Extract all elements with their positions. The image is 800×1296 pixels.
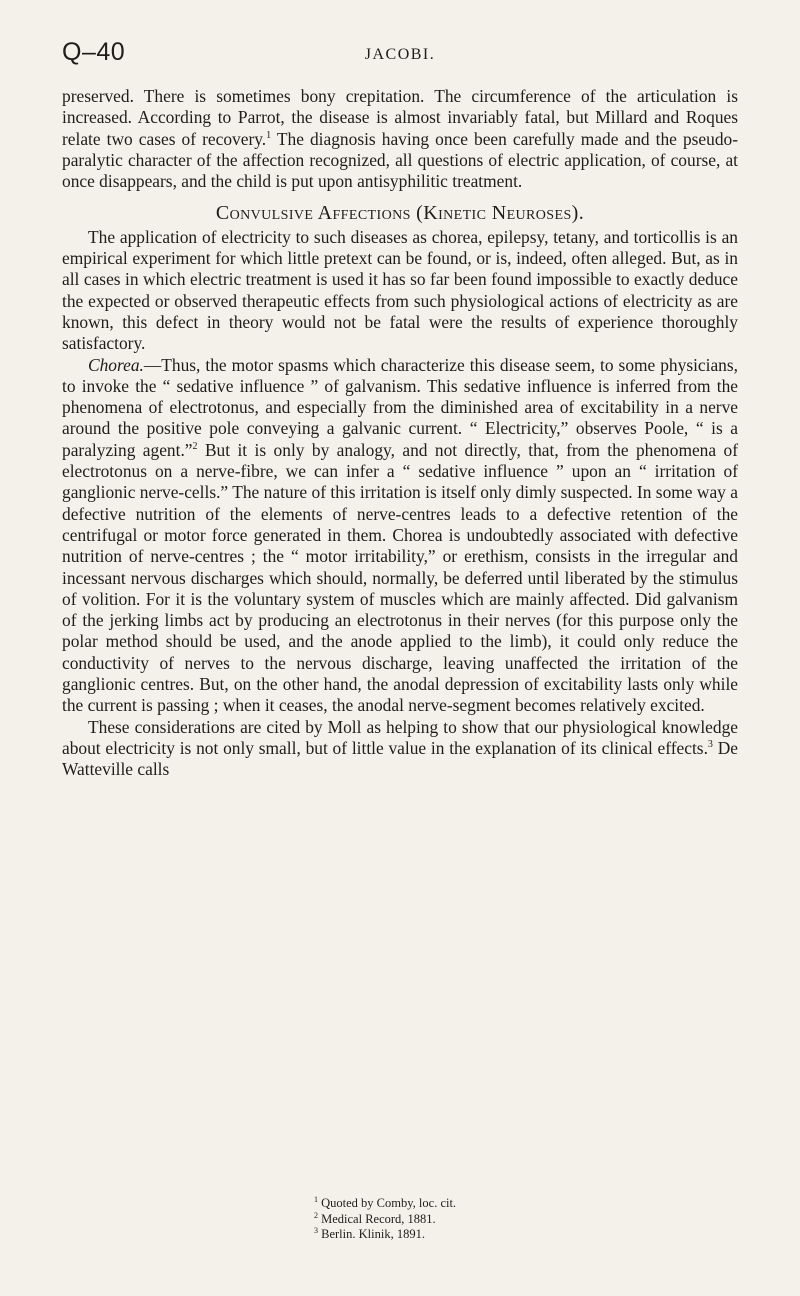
footnote: [314, 1212, 744, 1228]
footnote-text: Quoted by Comby, loc. cit.: [321, 1196, 457, 1210]
running-head: JACOBI.: [364, 46, 436, 63]
text-run: De Watteville calls: [62, 737, 738, 780]
footnote: [314, 1196, 744, 1212]
footnote: [314, 1227, 744, 1243]
text-run: —Thus, the motor spasms which characterize this disease seem, to some physicians, to invoke the “ sedative influence ” of galvanism. This sedative influence is inferred from the phenomena of electrotonus, and especially from the diminished area of excitability in a nerve around the positive pole conveying a galvanic current. “ Electricity,” observes Poole, “ is a paralyzing agent.”: [62, 354, 738, 460]
paragraph: The application of electricity to such diseases as chorea, epilepsy, tetany, and torticollis is an empirical experiment for which little pretext can be found, or is, indeed, often alleged. But, as in all cases in which electric treatment is used it has so far been found impossible to exactly deduce the expected or observed therapeutic effects from such physiological actions of electricity as are known, this defect in theory would not be fatal were the results of experience thoroughly satisfactory.: [62, 226, 738, 354]
footnote-mark: 3: [314, 1225, 318, 1235]
footnote-ref: 3: [707, 739, 713, 751]
paragraph: [62, 86, 738, 192]
footnote-mark: 2: [314, 1210, 318, 1220]
footnote-text: Medical Record, 1881.: [321, 1211, 436, 1226]
footnote-ref: 1: [266, 129, 272, 141]
page-folio: Q–40: [62, 38, 126, 66]
text-run: But it is only by analogy, and not directly, that, from the phenomena of electrotonus on a nerve-fibre, we can infer a “ sedative influence ” upon an “ irritation of ganglionic nerve-cells.” The nature of this irritation is itself only dimly suspected. In some way a defective nutrition of the elements of nerve-centres leads to a defective retention of the centrifugal or motor force generated in them. Chorea is undoubtedly associated with defective nutrition of nerve-centres ; the “ motor irritability,” or erethism, consists in the irregular and incessant nervous discharges which should, normally, be deferred until liberated by the stimulus of volition. For it is the voluntary system of muscles which are mainly affected. Did galvanism of the jerking limbs act by producing an electrotonus in their nerves (for this purpose only the polar method should be used, and the anode applied to the limb), it could only reduce the conductivity of nerves to the nervous discharge, leaving unaffected the irritation of the ganglionic centres. But, on the other hand, the anodal depression of excitability lasts only while the current is passing ; when it ceases, the anodal nerve-segment becomes relatively excited.: [62, 439, 738, 716]
footnote-text: Berlin. Klinik, 1891.: [321, 1227, 425, 1241]
footnote-ref: 2: [192, 440, 198, 452]
section-heading: Convulsive Affections (Kinetic Neuroses).: [215, 202, 585, 225]
run-in-heading: Chorea.: [88, 354, 144, 375]
footnotes: [314, 1196, 744, 1243]
text-run: preserved. There is sometimes bony crepitation. The circumference of the articulation is increased. According to Parrot, the disease is almost invariably fatal, but Millard and Roques relate two cases of recovery.: [62, 86, 738, 149]
paragraph: [62, 717, 738, 781]
footnote-mark: 1: [314, 1194, 318, 1204]
text-run: These considerations are cited by Moll as helping to show that our physiological knowledge about electricity is not only small, but of little value in the explanation of its clinical effects.: [62, 716, 738, 758]
main-text: [62, 86, 738, 781]
text-run: The diagnosis having once been carefully made and the pseudo-paralytic character of the affection recognized, all questions of electric application, of course, at once disappears, and the child is put upon antisyphilitic treatment.: [62, 128, 738, 192]
page-header: [60, 38, 740, 72]
paragraph: [62, 355, 738, 717]
